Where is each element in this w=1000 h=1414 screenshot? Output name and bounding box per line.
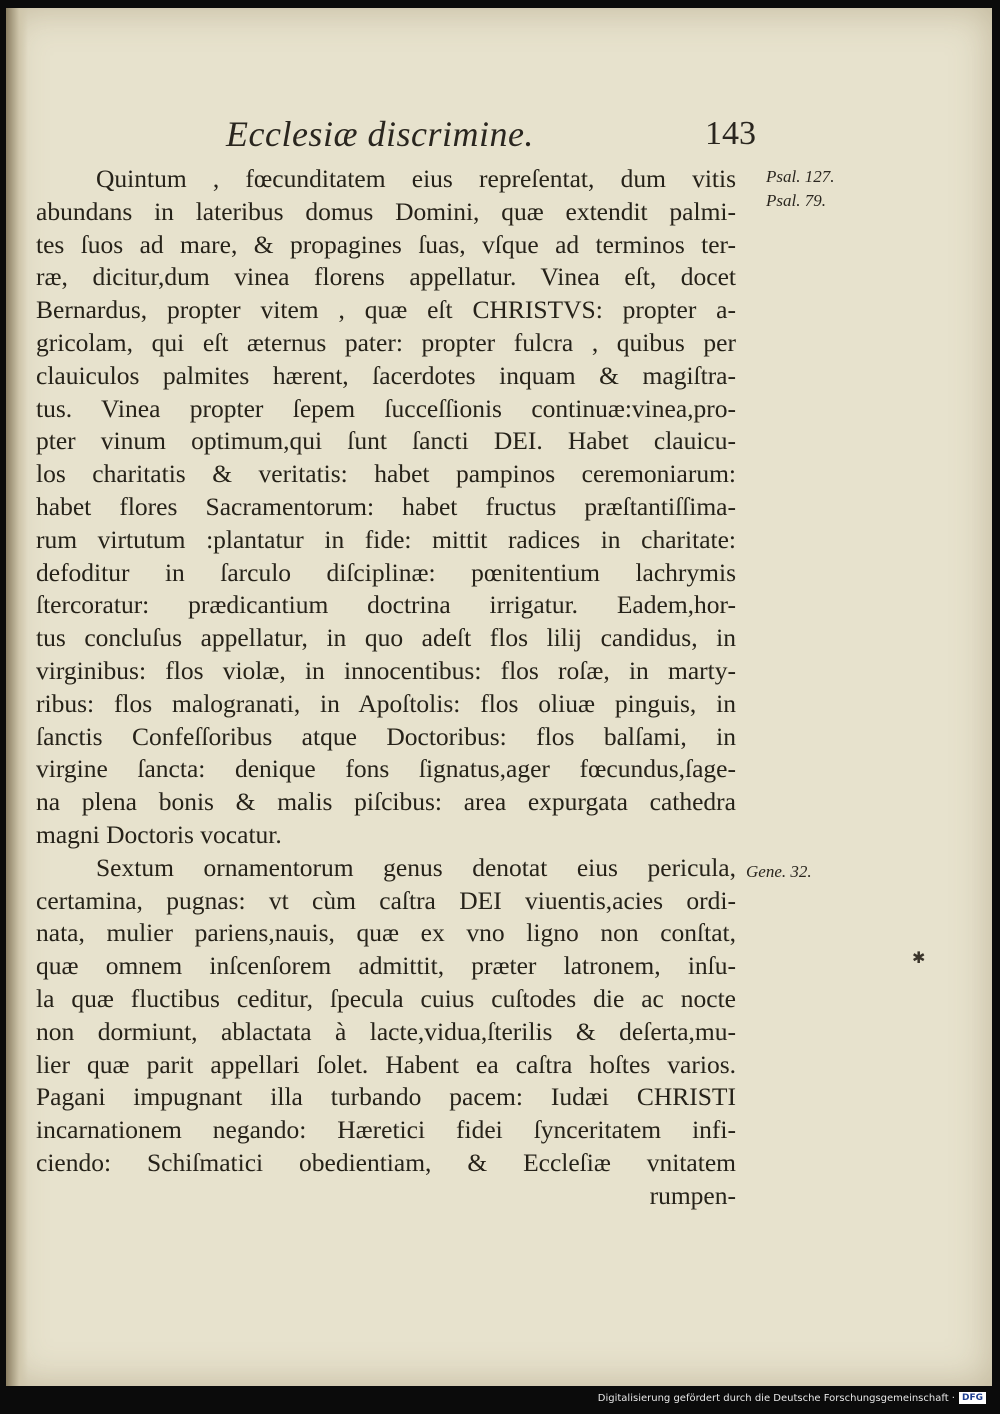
- page-header: [226, 113, 756, 163]
- text-line: magni Doctoris vocatur.: [36, 819, 282, 849]
- text-line: rum virtutum :plantatur in fide: mittit radices in charitate:: [36, 524, 736, 554]
- page-number: 143: [705, 115, 756, 152]
- text-line: tes ſuos ad mare, & propagines ſuas, vſque ad terminos ter-: [36, 229, 736, 259]
- text-line: tus concluſus appellatur, in quo adeſt flos lilij candidus, in: [36, 623, 736, 653]
- text-line: los charitatis & veritatis: habet pampinos ceremoniarum:: [36, 459, 736, 489]
- funding-credit: Digitalisierung gefördert durch die Deutsche Forschungsgemeinschaft ·: [597, 1392, 955, 1404]
- text-line: abundans in lateribus domus Domini, quæ extendit palmi-: [36, 196, 736, 226]
- text-line: certamina, pugnas: vt cùm caſtra DEI viuentis,acies ordi-: [36, 885, 736, 915]
- text-line: ſanctis Confeſſoribus atque Doctoribus: flos balſami, in: [36, 721, 736, 751]
- text-line: Bernardus, propter vitem , quæ eſt CHRISTVS: propter a-: [36, 295, 736, 325]
- text-line: ciendo: Schiſmatici obedientiam, & Eccleſiæ vnitatem: [36, 1147, 736, 1177]
- marginal-note: Gene. 32.: [746, 862, 812, 881]
- text-line: quæ omnem inſcenſorem admittit, præter latronem, inſu-: [36, 951, 736, 981]
- text-line: tus. Vinea propter ſepem ſucceſſionis continuæ:vinea,pro-: [36, 393, 736, 423]
- text-line: non dormiunt, ablactata à lacte,vidua,ſterilis & deſerta,mu-: [36, 1016, 736, 1046]
- text-line: defoditur in ſarculo diſciplinæ: pœnitentium lachrymis: [36, 557, 736, 587]
- text-line: nata, mulier pariens,nauis, quæ ex vno ligno non conſtat,: [36, 918, 736, 948]
- running-title: Ecclesiæ discrimine.: [226, 114, 534, 154]
- text-line: ræ, dicitur,dum vinea florens appellatur. Vinea eſt, docet: [36, 262, 736, 292]
- asterisk-ornament-icon: ✱: [912, 948, 926, 967]
- text-line: ribus: flos malogranati, in Apoſtolis: flos oliuæ pinguis, in: [36, 688, 736, 718]
- text-line: incarnationem negando: Hæretici fidei ſynceritatem infi-: [36, 1115, 736, 1145]
- text-line: Quintum , fœcunditatem eius repreſentat, dum vitis: [96, 164, 736, 193]
- text-line: virginibus: flos violæ, in innocentibus: flos roſæ, in marty-: [36, 655, 736, 685]
- text-line: virgine ſancta: denique fons ſignatus,ager fœcundus,ſage-: [36, 754, 736, 784]
- text-line: gricolam, qui eſt æternus pater: propter fulcra , quibus per: [36, 327, 736, 357]
- text-line: clauiculos palmites hærent, ſacerdotes inquam & magiſtra-: [36, 360, 736, 390]
- body-text: [36, 163, 736, 1213]
- text-line: lier quæ parit appellari ſolet. Habent ea caſtra hoſtes varios.: [36, 1049, 736, 1079]
- text-line: ſtercoratur: prædicantium doctrina irrigatur. Eadem,hor-: [36, 590, 736, 620]
- marginal-note: Psal. 127.: [766, 167, 835, 186]
- text-line: na plena bonis & malis piſcibus: area expurgata cathedra: [36, 787, 736, 817]
- book-page: [6, 8, 992, 1386]
- text-line: Pagani impugnant illa turbando pacem: Iudæi CHRISTI: [36, 1082, 736, 1112]
- page-spine-shadow: [6, 8, 28, 1386]
- text-line: la quæ fluctibus ceditur, ſpecula cuius cuſtodes die ac nocte: [36, 983, 736, 1013]
- catchword: rumpen-: [649, 1180, 736, 1210]
- text-line: Sextum ornamentorum genus denotat eius pericula,: [96, 852, 736, 882]
- text-line: habet flores Sacramentorum: habet fructus præſtantiſſima-: [36, 491, 736, 521]
- digitization-footer: [598, 1392, 986, 1404]
- dfg-logo: DFG: [959, 1392, 986, 1404]
- marginal-note: Psal. 79.: [766, 191, 826, 210]
- text-line: pter vinum optimum,qui ſunt ſancti DEI. Habet clauicu-: [36, 426, 736, 456]
